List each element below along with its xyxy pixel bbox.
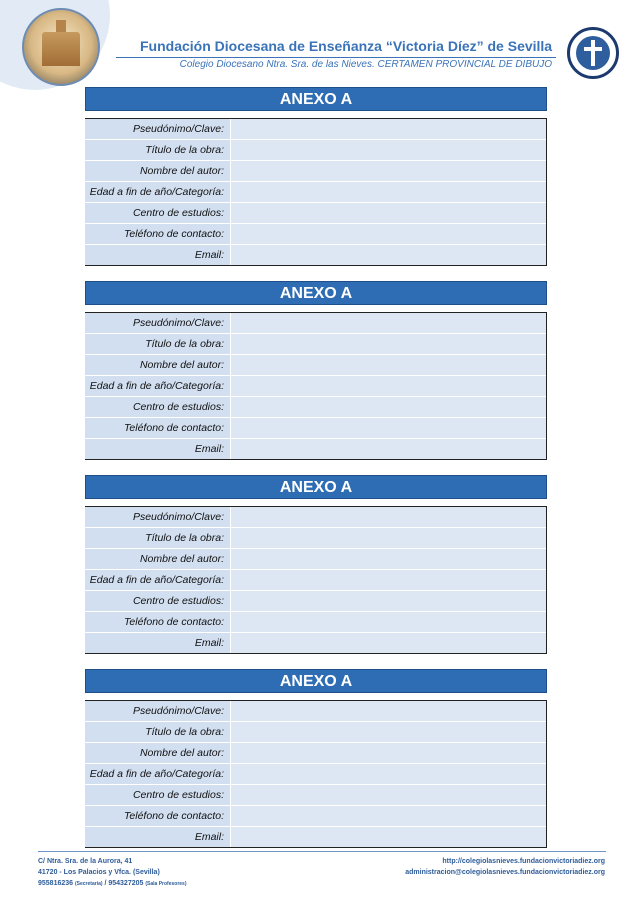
- field-label: Teléfono de contacto:: [85, 418, 230, 438]
- phone-second: 954327205: [108, 880, 144, 887]
- field-label: Nombre del autor:: [85, 161, 230, 181]
- phone-second-note: (Sala Profesores): [145, 881, 187, 887]
- field-label: Pseudónimo/Clave:: [85, 119, 230, 139]
- form-row: [85, 764, 546, 785]
- field-label: Nombre del autor:: [85, 355, 230, 375]
- field-label: Título de la obra:: [85, 528, 230, 548]
- field-label: Teléfono de contacto:: [85, 806, 230, 826]
- form-row: [85, 182, 546, 203]
- form-row: [85, 806, 546, 827]
- form-row: [85, 203, 546, 224]
- form-row: [85, 570, 546, 591]
- form-row: [85, 161, 546, 182]
- form-row: [85, 827, 546, 847]
- field-label: Centro de estudios:: [85, 591, 230, 611]
- field-value[interactable]: [230, 528, 546, 548]
- field-value[interactable]: [230, 182, 546, 202]
- phone-line: [38, 878, 187, 890]
- form-row: [85, 722, 546, 743]
- foundation-cross-icon: [567, 27, 619, 79]
- field-label: Pseudónimo/Clave:: [85, 701, 230, 721]
- email-link[interactable]: administracion@colegiolasnieves.fundacionvictoriadiez.org: [405, 869, 605, 876]
- field-value[interactable]: [230, 140, 546, 160]
- field-value[interactable]: [230, 570, 546, 590]
- anexo-table: [85, 118, 547, 266]
- school-crest-icon: [22, 8, 100, 86]
- field-value[interactable]: [230, 764, 546, 784]
- field-label: Edad a fin de año/Categoría:: [85, 376, 230, 396]
- anexo-title: ANEXO A: [85, 669, 547, 693]
- field-value[interactable]: [230, 119, 546, 139]
- field-value[interactable]: [230, 203, 546, 223]
- field-value[interactable]: [230, 376, 546, 396]
- form-row: [85, 140, 546, 161]
- field-label: Pseudónimo/Clave:: [85, 507, 230, 527]
- cross-vertical: [591, 40, 595, 66]
- cross-horizontal: [584, 47, 602, 51]
- field-value[interactable]: [230, 334, 546, 354]
- anexo-title: ANEXO A: [85, 475, 547, 499]
- field-value[interactable]: [230, 313, 546, 333]
- phone-separator: /: [102, 880, 109, 887]
- form-row: [85, 701, 546, 722]
- header-divider: [116, 57, 556, 58]
- form-row: [85, 612, 546, 633]
- phone-main-note: (Secretaría): [75, 881, 103, 887]
- form-row: [85, 507, 546, 528]
- form-row: [85, 418, 546, 439]
- footer-contact: [405, 856, 605, 878]
- address-line-1: C/ Ntra. Sra. de la Aurora, 41: [38, 858, 133, 865]
- anexo-title: ANEXO A: [85, 87, 547, 111]
- field-label: Email:: [85, 245, 230, 265]
- field-value[interactable]: [230, 633, 546, 653]
- field-label: Nombre del autor:: [85, 743, 230, 763]
- form-row: [85, 355, 546, 376]
- form-row: [85, 743, 546, 764]
- field-label: Email:: [85, 827, 230, 847]
- form-row: [85, 313, 546, 334]
- anexo-table: [85, 506, 547, 654]
- field-label: Título de la obra:: [85, 140, 230, 160]
- field-value[interactable]: [230, 245, 546, 265]
- field-value[interactable]: [230, 743, 546, 763]
- form-row: [85, 245, 546, 265]
- form-row: [85, 785, 546, 806]
- field-value[interactable]: [230, 612, 546, 632]
- anexo-form: [85, 281, 547, 460]
- field-value[interactable]: [230, 224, 546, 244]
- field-value[interactable]: [230, 439, 546, 459]
- form-row: [85, 334, 546, 355]
- form-row: [85, 224, 546, 245]
- church-building-shape: [42, 32, 80, 66]
- header-subtitle: Colegio Diocesano Ntra. Sra. de las Nieves. CERTAMEN PROVINCIAL DE DIBUJO: [179, 59, 552, 70]
- form-row: [85, 397, 546, 418]
- field-label: Centro de estudios:: [85, 397, 230, 417]
- header-title: Fundación Diocesana de Enseñanza “Victoria Díez” de Sevilla: [140, 38, 553, 54]
- field-label: Teléfono de contacto:: [85, 612, 230, 632]
- anexo-form: [85, 87, 547, 266]
- field-value[interactable]: [230, 591, 546, 611]
- field-value[interactable]: [230, 701, 546, 721]
- field-value[interactable]: [230, 397, 546, 417]
- phone-main: 955816236: [38, 880, 74, 887]
- field-label: Edad a fin de año/Categoría:: [85, 764, 230, 784]
- address-line-2: 41720 - Los Palacios y Vfca. (Sevilla): [38, 869, 160, 876]
- field-value[interactable]: [230, 161, 546, 181]
- field-label: Teléfono de contacto:: [85, 224, 230, 244]
- form-row: [85, 376, 546, 397]
- field-value[interactable]: [230, 507, 546, 527]
- footer-divider: [38, 851, 606, 852]
- field-label: Email:: [85, 633, 230, 653]
- footer-address: [38, 856, 187, 890]
- anexo-table: [85, 312, 547, 460]
- anexo-form: [85, 669, 547, 848]
- website-link[interactable]: http://colegiolasnieves.fundacionvictoriadiez.org: [442, 858, 605, 865]
- field-label: Centro de estudios:: [85, 785, 230, 805]
- anexo-form: [85, 475, 547, 654]
- field-value[interactable]: [230, 827, 546, 847]
- logo-inner-circle: [576, 36, 610, 70]
- form-row: [85, 439, 546, 459]
- field-label: Edad a fin de año/Categoría:: [85, 570, 230, 590]
- forms-container: [85, 87, 547, 863]
- field-value[interactable]: [230, 806, 546, 826]
- form-row: [85, 528, 546, 549]
- form-row: [85, 633, 546, 653]
- anexo-title: ANEXO A: [85, 281, 547, 305]
- field-label: Título de la obra:: [85, 722, 230, 742]
- field-value[interactable]: [230, 722, 546, 742]
- field-value[interactable]: [230, 785, 546, 805]
- field-value[interactable]: [230, 355, 546, 375]
- field-label: Edad a fin de año/Categoría:: [85, 182, 230, 202]
- field-label: Pseudónimo/Clave:: [85, 313, 230, 333]
- form-row: [85, 591, 546, 612]
- form-row: [85, 549, 546, 570]
- field-label: Email:: [85, 439, 230, 459]
- anexo-table: [85, 700, 547, 848]
- field-label: Título de la obra:: [85, 334, 230, 354]
- form-row: [85, 119, 546, 140]
- field-value[interactable]: [230, 549, 546, 569]
- field-label: Centro de estudios:: [85, 203, 230, 223]
- field-value[interactable]: [230, 418, 546, 438]
- field-label: Nombre del autor:: [85, 549, 230, 569]
